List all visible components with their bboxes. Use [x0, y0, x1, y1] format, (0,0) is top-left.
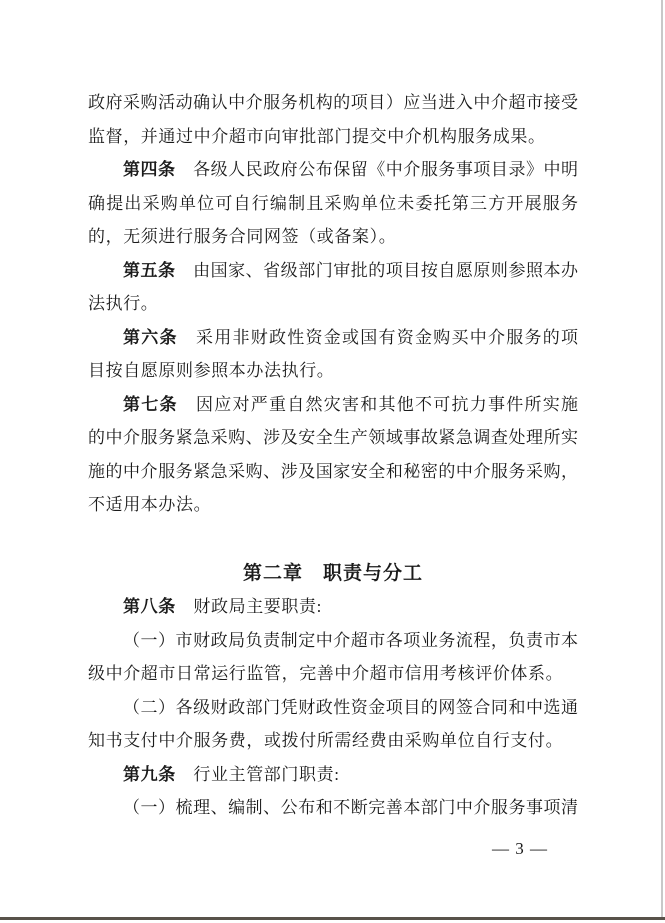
article-number: 第六条 [123, 327, 178, 347]
line-text: 确提出采购单位可自行编制且采购单位未委托第三方开展服务 [88, 193, 578, 213]
article-number: 第二章 职责与分工 [242, 562, 423, 584]
line-text: 施的中介服务紧急采购、涉及国家安全和秘密的中介服务采购， [88, 461, 578, 481]
text-line [88, 590, 578, 624]
text-line [88, 120, 578, 154]
line-text: （二）各级财政部门凭财政性资金项目的网签合同和中选通 [123, 697, 578, 717]
text-line [88, 153, 578, 187]
text-line [88, 254, 578, 288]
text-line [88, 624, 578, 658]
line-text: 财政局主要职责: [175, 597, 322, 616]
text-line [88, 724, 578, 758]
page-number: — 3 — [492, 839, 548, 858]
text-line [88, 388, 578, 422]
line-text: （一）市财政局负责制定中介超市各项业务流程，负责市本 [123, 630, 578, 650]
line-text: 不适用本办法。 [88, 495, 212, 514]
text-line [88, 354, 578, 388]
page-edge-right-line [661, 0, 663, 917]
text-line [88, 287, 578, 321]
line-text: 级中介超市日常运行监管，完善中介超市信用考核评价体系。 [88, 664, 564, 683]
article-number: 第四条 [123, 160, 176, 179]
chapter-heading [88, 557, 578, 591]
line-text: 的中介服务紧急采购、涉及安全生产领域事故紧急调查处理所实 [88, 428, 578, 447]
text-line [88, 657, 578, 691]
article-number: 第九条 [123, 764, 176, 784]
article-number: 第七条 [123, 394, 178, 414]
line-text: 由国家、省级部门审批的项目按自愿原则参照本办 [175, 260, 579, 280]
text-line [88, 220, 578, 254]
line-text: 的，无须进行服务合同网签（或备案）。 [88, 227, 397, 246]
line-text: 目按自愿原则参照本办法执行。 [88, 361, 335, 380]
text-line [88, 321, 578, 355]
line-text: （一）梳理、编制、公布和不断完善本部门中介服务事项清 [123, 798, 578, 817]
article-number: 第八条 [123, 597, 176, 616]
line-text: 因应对严重自然灾害和其他不可抗力事件所实施 [177, 394, 578, 414]
document-body [88, 86, 578, 825]
line-text: 行业主管部门职责: [175, 764, 340, 784]
text-line [88, 488, 578, 522]
line-text: 知书支付中介服务费，或拨付所需经费由采购单位自行支付。 [88, 731, 564, 750]
text-line [88, 455, 578, 489]
line-text: 法执行。 [88, 294, 159, 313]
text-line [88, 758, 578, 792]
text-line [88, 187, 578, 221]
text-line [88, 691, 578, 725]
text-line [88, 791, 578, 825]
line-text: 监督，并通过中介超市向审批部门提交中介机构服务成果。 [88, 126, 546, 146]
article-number: 第五条 [123, 260, 176, 280]
line-text: 政府采购活动确认中介服务机构的项目）应当进入中介超市接受 [88, 93, 578, 112]
line-text: 各级人民政府公布保留《中介服务事项目录》中明 [175, 160, 579, 179]
line-text: 采用非财政性资金或国有资金购买中介服务的项 [177, 327, 578, 347]
page-edge-bottom-line [0, 917, 665, 920]
text-line [88, 86, 578, 120]
text-line [88, 421, 578, 455]
